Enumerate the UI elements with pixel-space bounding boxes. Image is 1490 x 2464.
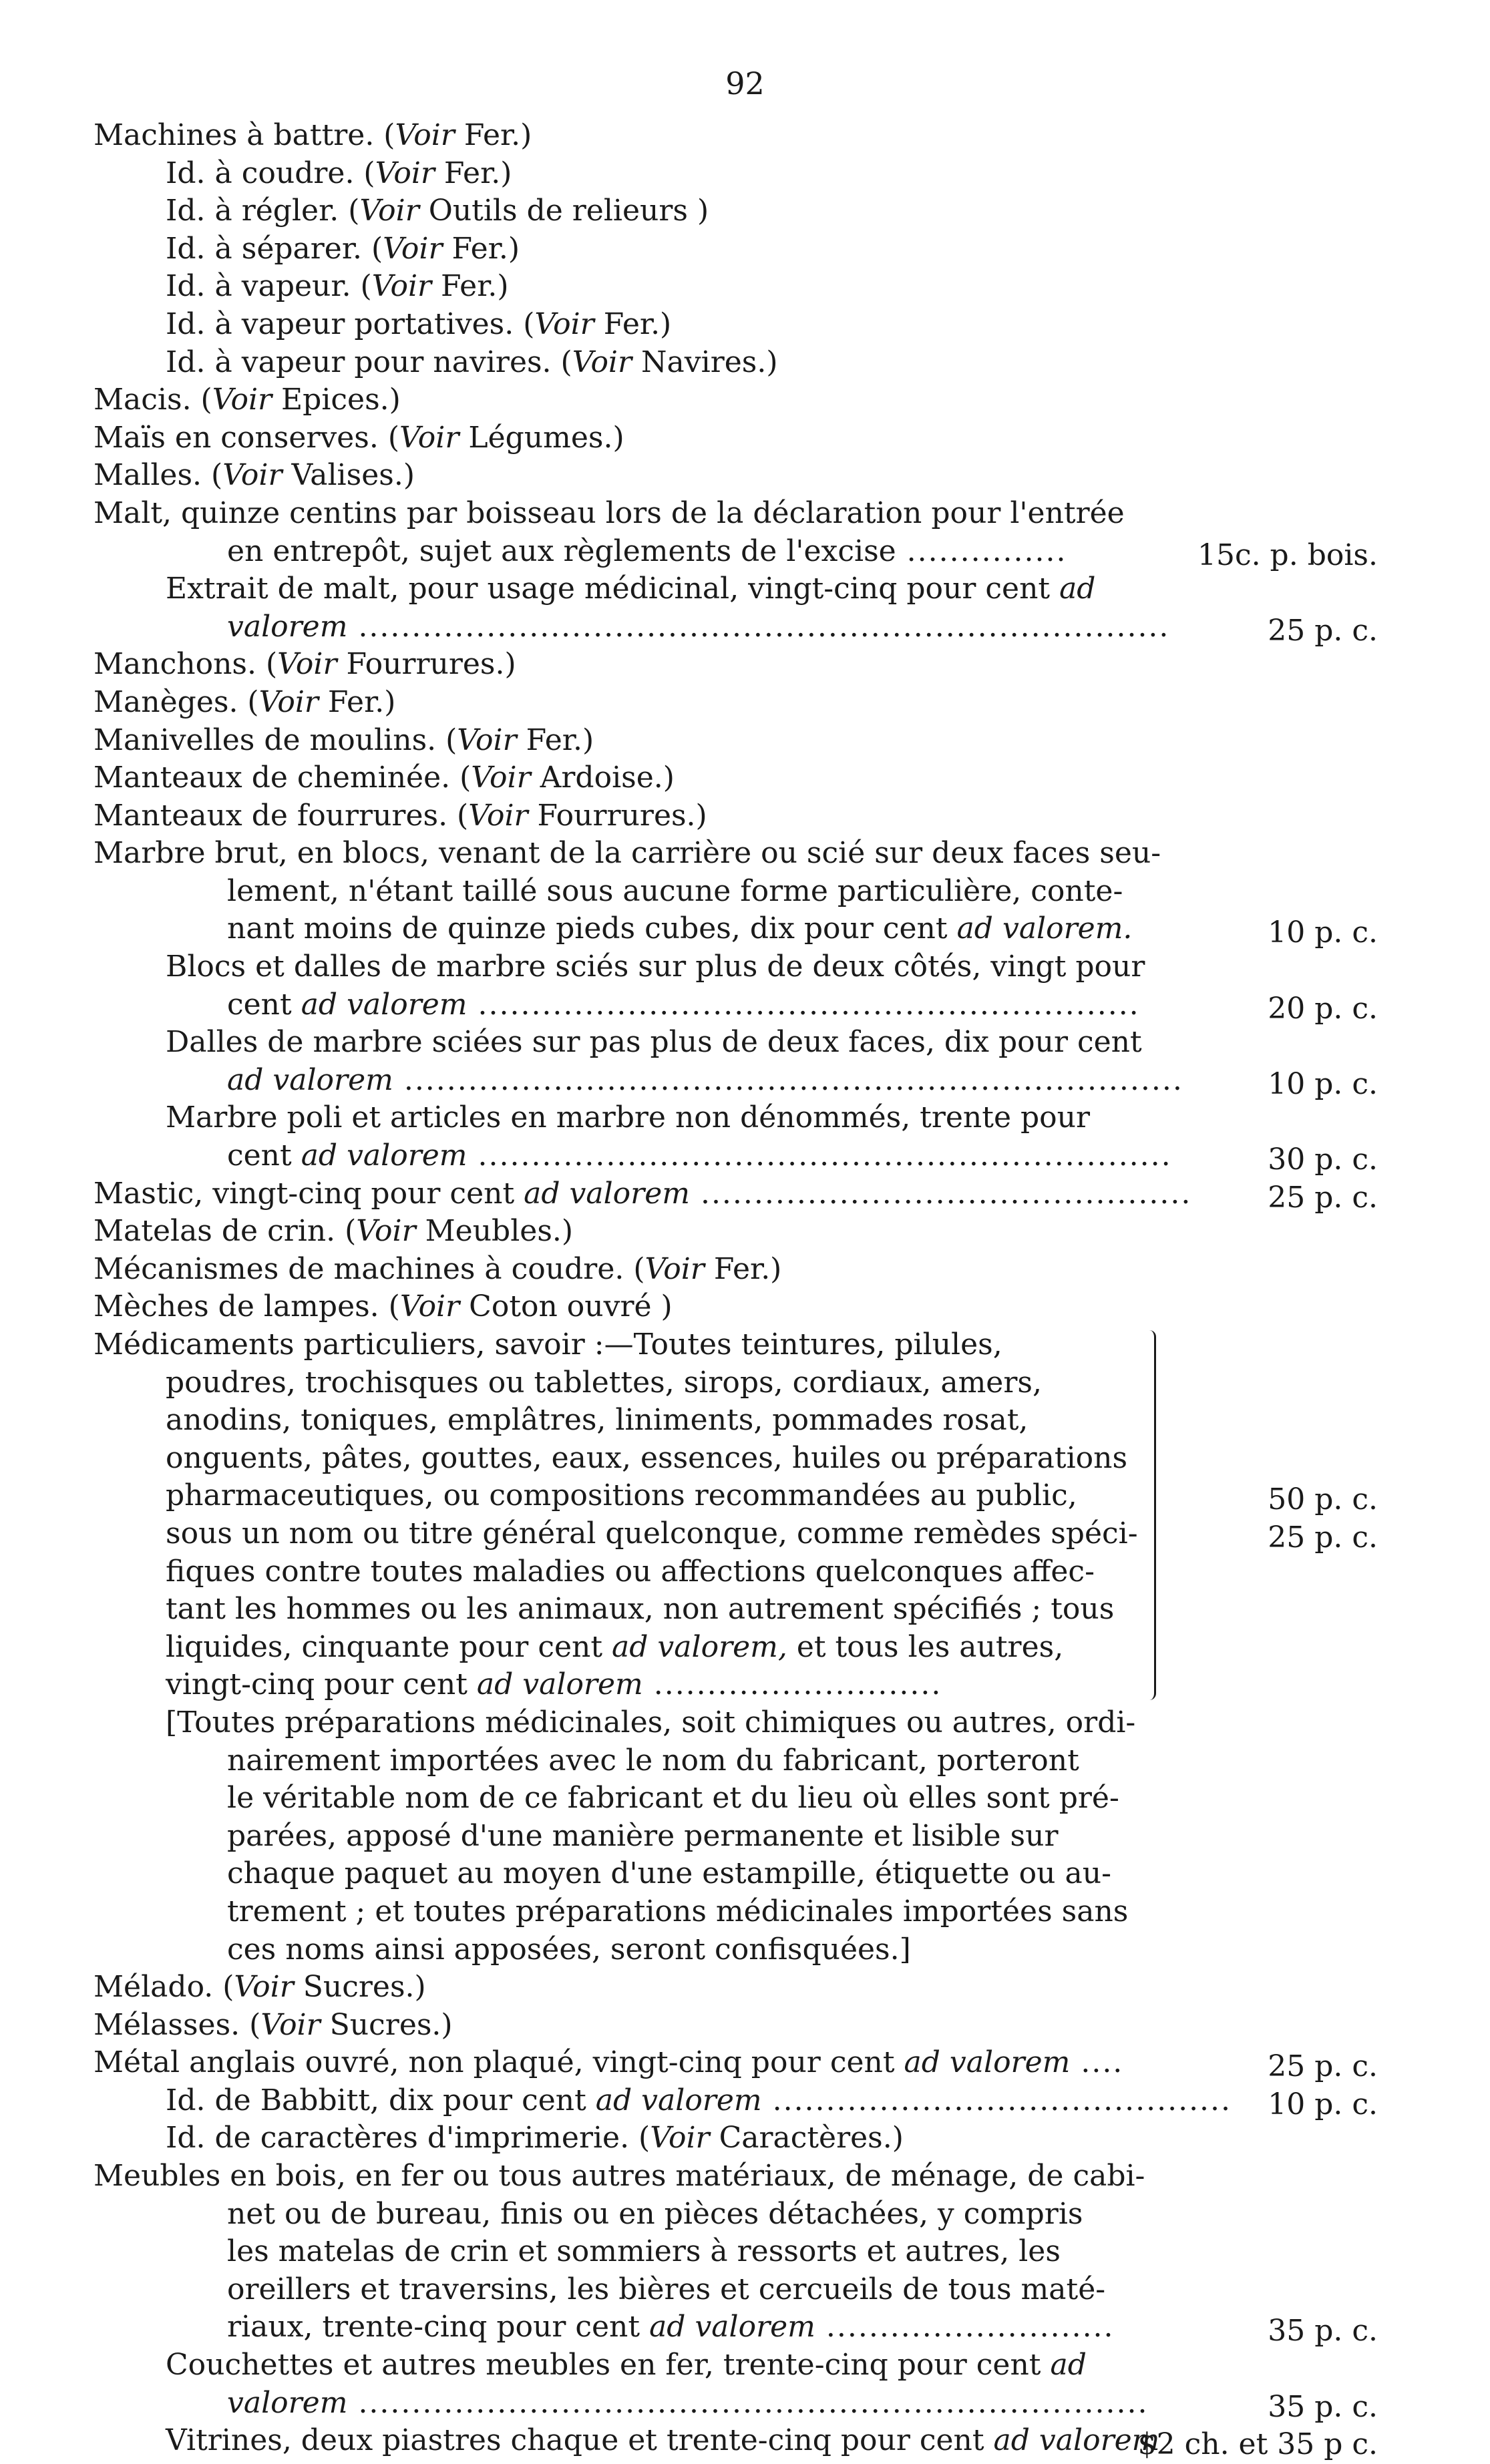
entry-text xyxy=(227,2308,1115,2346)
entry-text-part: Blocs et dalles de marbre sciés sur plus de deux côtés, vingt pour xyxy=(166,950,1145,984)
entry-line xyxy=(0,1402,1490,1440)
entry-text xyxy=(94,1251,781,1289)
entry-italic-text: ad valorem xyxy=(524,1176,690,1211)
entry-text-part: Maïs en conserves. ( xyxy=(94,420,400,455)
entry-line xyxy=(0,2158,1490,2196)
dot-leader: ............................................................................ xyxy=(347,609,1170,644)
entry-line xyxy=(0,1553,1490,1591)
entry-text xyxy=(94,1175,1191,1213)
entry-text xyxy=(94,419,624,457)
entry-text-part: Id. de Babbitt, dix pour cent xyxy=(166,2083,596,2117)
entry-text-part: Malt, quinze centins par boisseau lors de la déclaration pour l'entrée xyxy=(94,495,1125,530)
dot-leader: .......................................................................... xyxy=(347,2385,1149,2420)
entry-italic-text: Voir xyxy=(222,458,283,493)
entry-line xyxy=(0,1893,1490,1931)
entry-text-part: Fourrures.) xyxy=(528,798,707,833)
entry-line xyxy=(0,759,1490,797)
entry-text-part: [Toutes préparations médicinales, soit chimiques ou autres, ordi- xyxy=(166,1705,1136,1739)
entry-text-part: sous un nom ou titre général quelconque, comme remèdes spéci- xyxy=(166,1516,1138,1551)
entry-text-part: Manchons. ( xyxy=(94,647,278,682)
entry-italic-text: Voir xyxy=(258,684,319,719)
entry-text xyxy=(166,1591,1114,1629)
entry-text-part: Id. à vapeur pour navires. ( xyxy=(166,345,572,379)
entry-text xyxy=(227,2196,1083,2234)
duty-rate: 10 p. c. xyxy=(1268,915,1378,950)
entry-text xyxy=(94,646,516,684)
entry-line xyxy=(0,1666,1490,1704)
entry-italic-text: ad valorem xyxy=(476,1667,643,1702)
entry-text xyxy=(94,835,1161,873)
entry-text xyxy=(166,1440,1127,1478)
dot-leader: ................................................................. xyxy=(467,1139,1172,1173)
entry-text xyxy=(166,2082,1232,2120)
duty-rate: 10 p. c. xyxy=(1268,1066,1378,1101)
entry-text xyxy=(166,1704,1135,1742)
entry-text xyxy=(227,2385,1148,2423)
entry-text xyxy=(166,1553,1095,1591)
entry-italic-text: Voir xyxy=(277,647,337,682)
entry-text xyxy=(227,1855,1111,1893)
entry-text-part: Id. à coudre. ( xyxy=(166,156,375,190)
entry-text-part: liquides, cinquante pour cent xyxy=(166,1629,612,1664)
entry-text-part: Manteaux de cheminée. ( xyxy=(94,761,472,795)
entry-italic-text: valorem xyxy=(227,609,348,644)
entry-line xyxy=(0,2308,1490,2346)
entry-line xyxy=(0,1629,1490,1667)
entry-italic-text: Voir xyxy=(471,761,531,795)
entry-text-part: Epices.) xyxy=(272,383,401,417)
entry-text-part: Extrait de malt, pour usage médicinal, vingt-cinq pour cent xyxy=(166,572,1060,606)
entry-line xyxy=(0,1818,1490,1856)
entry-italic-text: ad valorem xyxy=(904,2045,1071,2080)
entry-line xyxy=(0,155,1490,193)
dot-leader: .... xyxy=(1070,2045,1124,2080)
entry-text-part: tant les hommes ou les animaux, non autrement spécifiés ; tous xyxy=(166,1592,1115,1627)
entry-line xyxy=(0,1251,1490,1289)
entry-text xyxy=(227,1062,1183,1100)
entry-text xyxy=(227,1780,1119,1818)
entry-text-part: Vitrines, deux piastres chaque et trente-cinq pour cent xyxy=(166,2423,994,2458)
entry-italic-text: Voir xyxy=(234,1970,294,2005)
entry-line xyxy=(0,1515,1490,1553)
entry-line xyxy=(0,1591,1490,1629)
entry-text-part: Id. à vapeur portatives. ( xyxy=(166,306,535,341)
entry-line xyxy=(0,1742,1490,1780)
entry-text-part: en entrepôt, sujet aux règlements de l'excise xyxy=(227,534,896,568)
entry-text-part: Fer.) xyxy=(434,156,512,190)
entry-text xyxy=(227,1137,1172,1175)
entry-line xyxy=(0,344,1490,382)
entry-text-part: Navires.) xyxy=(632,345,778,379)
entry-text xyxy=(166,306,671,344)
entry-italic-text: ad valorem xyxy=(227,1062,393,1097)
entry-text-part: onguents, pâtes, gouttes, eaux, essences, huiles ou préparations xyxy=(166,1440,1128,1475)
entry-text-part: Légumes.) xyxy=(459,420,624,455)
entry-text-part: parées, apposé d'une manière permanente et lisible sur xyxy=(227,1818,1059,1853)
entry-italic-text: Voir xyxy=(371,269,432,304)
entry-text-part: Sucres.) xyxy=(320,2007,453,2042)
dot-leader: .............................................................. xyxy=(467,987,1140,1022)
entry-italic-text: ad valorem xyxy=(301,1139,468,1173)
entry-text-part: Ardoise.) xyxy=(530,761,675,795)
entry-text-part: Médicaments particuliers, savoir :—Toutes teintures, pilules, xyxy=(94,1327,1002,1362)
entry-text-part: Meubles en bois, en fer ou tous autres matériaux, de ménage, de cabi- xyxy=(94,2159,1145,2194)
entry-line xyxy=(0,684,1490,722)
entry-text-part: Marbre poli et articles en marbre non dénommés, trente pour xyxy=(166,1100,1091,1135)
entry-text-part: ces noms ainsi apposées, seront confisquées.] xyxy=(227,1932,911,1967)
entry-text xyxy=(94,1213,573,1251)
entry-text xyxy=(166,268,509,306)
entry-text xyxy=(94,797,707,835)
entry-text xyxy=(227,2271,1105,2309)
entry-text xyxy=(94,381,401,419)
entry-text xyxy=(166,230,520,268)
entry-text xyxy=(166,155,512,193)
entry-line xyxy=(0,608,1490,646)
entry-line xyxy=(0,1969,1490,2007)
entry-text xyxy=(166,1099,1090,1137)
duty-rate: 20 p. c. xyxy=(1268,991,1378,1026)
entry-text xyxy=(94,722,594,760)
entry-italic-text: Voir xyxy=(260,2007,321,2042)
entry-text-part: Meubles.) xyxy=(415,1214,574,1249)
entry-line xyxy=(0,2346,1490,2385)
entry-italic-text: Voir xyxy=(212,383,272,417)
entry-italic-text: Voir xyxy=(534,306,594,341)
entry-line xyxy=(0,1213,1490,1251)
dot-leader: ........................... xyxy=(815,2310,1115,2344)
entry-text-part: pharmaceutiques, ou compositions recommandées au public, xyxy=(166,1478,1077,1513)
entry-line xyxy=(0,419,1490,457)
entry-italic-text: Voir xyxy=(457,723,517,757)
entry-line xyxy=(0,533,1490,571)
entry-text-part: Id. à régler. ( xyxy=(166,194,360,228)
entry-text-part: riaux, trente-cinq pour cent xyxy=(227,2310,650,2344)
entry-italic-text: valorem xyxy=(227,2385,348,2420)
entry-text xyxy=(166,570,1095,608)
dot-leader: .............................................. xyxy=(689,1176,1192,1211)
entry-text-part: anodins, toniques, emplâtres, liniments, pommades rosat, xyxy=(166,1403,1029,1438)
entry-text-part: Fer.) xyxy=(516,723,594,757)
entry-text xyxy=(166,1666,942,1704)
entry-line xyxy=(0,797,1490,835)
entry-text xyxy=(227,873,1123,911)
entry-text-part: Fer.) xyxy=(318,684,396,719)
entry-text-part: Id. à séparer. ( xyxy=(166,231,383,266)
entry-line xyxy=(0,1288,1490,1326)
entry-text xyxy=(166,1024,1142,1062)
entry-text-part: Macis. ( xyxy=(94,383,212,417)
entry-text xyxy=(227,1931,911,1969)
entry-text-part: Manèges. ( xyxy=(94,684,259,719)
entry-text-part: oreillers et traversins, les bières et cercueils de tous maté- xyxy=(227,2272,1106,2306)
entry-text xyxy=(166,2422,1159,2460)
entry-line xyxy=(0,268,1490,306)
entry-text-part: Mécanismes de machines à coudre. ( xyxy=(94,1251,645,1286)
entry-text xyxy=(166,948,1145,986)
entry-line xyxy=(0,1364,1490,1402)
entry-line xyxy=(0,2385,1490,2423)
entry-text xyxy=(166,1364,1042,1402)
entry-text-part: Malles. ( xyxy=(94,458,223,493)
entry-line xyxy=(0,2196,1490,2234)
entry-text-part: Id. de caractères d'imprimerie. ( xyxy=(166,2121,650,2155)
entry-text xyxy=(227,2233,1061,2271)
entry-line xyxy=(0,1175,1490,1213)
entry-text-part: Mélado. ( xyxy=(94,1970,234,2005)
tariff-entries xyxy=(0,117,1490,2460)
duty-rate: 25 p. c. xyxy=(1268,613,1378,648)
entry-line xyxy=(0,2271,1490,2309)
entry-italic-text: ad xyxy=(1059,572,1096,606)
entry-text xyxy=(166,2119,904,2158)
entry-line xyxy=(0,2082,1490,2120)
dot-leader: ............... xyxy=(896,534,1067,568)
entry-text-part: poudres, trochisques ou tablettes, sirops, cordiaux, amers, xyxy=(166,1365,1042,1400)
entry-text xyxy=(94,1288,673,1326)
entry-text-part: Fer.) xyxy=(594,306,672,341)
entry-italic-text: Voir xyxy=(395,118,455,152)
entry-line xyxy=(0,1477,1490,1515)
duty-rate: 25 p. c. xyxy=(1268,1180,1378,1215)
entry-text xyxy=(227,910,1132,948)
entry-text-part: lement, n'étant taillé sous aucune forme particulière, conte- xyxy=(227,873,1123,908)
entry-text-part: Dalles de marbre sciées sur pas plus de deux faces, dix pour cent xyxy=(166,1025,1142,1060)
entry-text xyxy=(94,759,675,797)
entry-line xyxy=(0,381,1490,419)
entry-line xyxy=(0,1440,1490,1478)
entry-text xyxy=(227,986,1140,1024)
entry-italic-text: Voir xyxy=(572,345,632,379)
entry-italic-text: ad valorem xyxy=(993,2423,1160,2458)
entry-text xyxy=(94,684,395,722)
entry-text-part: le véritable nom de ce fabricant et du lieu où elles sont pré- xyxy=(227,1781,1119,1816)
entry-text-part: chaque paquet au moyen d'une estampille, étiquette ou au- xyxy=(227,1856,1111,1891)
entry-text xyxy=(94,2158,1145,2196)
entry-line xyxy=(0,1024,1490,1062)
entry-text-part: Caractères.) xyxy=(709,2121,904,2155)
entry-text xyxy=(227,1742,1079,1780)
entry-line xyxy=(0,1780,1490,1818)
entry-line xyxy=(0,1931,1490,1969)
duty-rate: 30 p. c. xyxy=(1268,1143,1378,1177)
entry-text-part: les matelas de crin et sommiers à ressorts et autres, les xyxy=(227,2234,1061,2269)
page-number: 92 xyxy=(725,65,765,101)
entry-text-part: cent xyxy=(227,1139,301,1173)
entry-text xyxy=(227,608,1169,646)
entry-line xyxy=(0,306,1490,344)
duty-rate: 15c. p. bois. xyxy=(1197,538,1378,572)
entry-text-part: Coton ouvré ) xyxy=(459,1289,673,1324)
entry-line xyxy=(0,192,1490,230)
entry-text-part: Valises.) xyxy=(282,458,415,493)
entry-text-part: nant moins de quinze pieds cubes, dix pour cent xyxy=(227,911,957,946)
entry-italic-text: ad valorem, xyxy=(612,1629,787,1664)
duty-rate: 25 p. c. xyxy=(1268,2049,1378,2084)
entry-italic-text: ad valorem xyxy=(301,987,468,1022)
entry-text-part: Mèches de lampes. ( xyxy=(94,1289,400,1324)
entry-line xyxy=(0,2119,1490,2158)
entry-text xyxy=(94,117,532,155)
entry-line xyxy=(0,1855,1490,1893)
entry-italic-text: ad valorem. xyxy=(956,911,1133,946)
entry-line xyxy=(0,1099,1490,1137)
entry-text-part: Fer.) xyxy=(442,231,520,266)
duty-rate: 50 p. c. xyxy=(1268,1482,1378,1517)
entry-text-part: Marbre brut, en blocs, venant de la carrière ou scié sur deux faces seu- xyxy=(94,836,1161,871)
entry-italic-text: Voir xyxy=(468,798,528,833)
entry-text-part: Fer.) xyxy=(431,269,509,304)
entry-italic-text: Voir xyxy=(644,1251,705,1286)
grouping-brace xyxy=(1145,1330,1156,1700)
entry-text-part: Manteaux de fourrures. ( xyxy=(94,798,469,833)
entry-text-part: Id. à vapeur. ( xyxy=(166,269,372,304)
entry-line xyxy=(0,457,1490,495)
entry-line xyxy=(0,910,1490,948)
dot-leader: ......................................................................... xyxy=(393,1062,1183,1097)
entry-text-part: Matelas de crin. ( xyxy=(94,1214,357,1249)
entry-text-part: Mélasses. ( xyxy=(94,2007,261,2042)
entry-line xyxy=(0,117,1490,155)
duty-rate: 10 p. c. xyxy=(1268,2087,1378,2121)
entry-line xyxy=(0,495,1490,533)
duty-rate: 25 p. c. xyxy=(1268,1520,1378,1555)
entry-text-part: et tous les autres, xyxy=(787,1629,1064,1664)
entry-italic-text: Voir xyxy=(383,231,443,266)
entry-line xyxy=(0,570,1490,608)
entry-italic-text: Voir xyxy=(399,420,459,455)
entry-text-part: Sucres.) xyxy=(293,1970,426,2005)
entry-text xyxy=(166,1402,1028,1440)
entry-line xyxy=(0,646,1490,684)
entry-line xyxy=(0,948,1490,986)
entry-italic-text: Voir xyxy=(375,156,435,190)
entry-line xyxy=(0,2422,1490,2460)
entry-text-part: trement ; et toutes préparations médicinales importées sans xyxy=(227,1894,1129,1928)
entry-text xyxy=(227,1818,1058,1856)
entry-text-part: net ou de bureau, finis ou en pièces détachées, y compris xyxy=(227,2196,1083,2231)
entry-italic-text: Voir xyxy=(399,1289,460,1324)
entry-text xyxy=(227,1893,1128,1931)
entry-italic-text: ad valorem xyxy=(595,2083,762,2117)
entry-line xyxy=(0,835,1490,873)
entry-text-part: nairement importées avec le nom du fabricant, porteront xyxy=(227,1743,1079,1778)
entry-text-part: Fer.) xyxy=(454,118,532,152)
entry-text xyxy=(94,2044,1123,2082)
entry-text-part: vingt-cinq pour cent xyxy=(166,1667,477,1702)
entry-text xyxy=(94,495,1125,533)
entry-italic-text: Voir xyxy=(359,194,419,228)
entry-line xyxy=(0,2233,1490,2271)
entry-text-part: cent xyxy=(227,987,301,1022)
entry-text-part: fiques contre toutes maladies ou affections quelconques affec- xyxy=(166,1554,1095,1589)
entry-text xyxy=(94,457,415,495)
entry-italic-text: ad valorem xyxy=(649,2310,815,2344)
entry-line xyxy=(0,230,1490,268)
entry-line xyxy=(0,1704,1490,1742)
entry-italic-text: Voir xyxy=(356,1214,416,1249)
duty-rate: $2 ch. et 35 p c. xyxy=(1137,2427,1378,2462)
entry-text xyxy=(166,1477,1077,1515)
dot-leader: ........................................... xyxy=(761,2083,1232,2117)
entry-text-part: Outils de relieurs ) xyxy=(419,194,709,228)
entry-text-part: Couchettes et autres meubles en fer, trente-cinq pour cent xyxy=(166,2348,1051,2383)
entry-text xyxy=(94,1969,426,2007)
duty-rate: 35 p. c. xyxy=(1268,2389,1378,2424)
entry-line xyxy=(0,873,1490,911)
entry-text xyxy=(166,2346,1087,2385)
entry-text-part: Fourrures.) xyxy=(337,647,516,682)
entry-text-part: Métal anglais ouvré, non plaqué, vingt-cinq pour cent xyxy=(94,2045,904,2080)
dot-leader: ........................... xyxy=(642,1667,942,1702)
entry-text xyxy=(166,1515,1138,1553)
entry-line xyxy=(0,1137,1490,1175)
entry-text-part: Mastic, vingt-cinq pour cent xyxy=(94,1176,524,1211)
entry-line xyxy=(0,2007,1490,2045)
entry-text xyxy=(94,1326,1002,1364)
entry-text xyxy=(94,2007,453,2045)
entry-text xyxy=(227,533,1067,571)
entry-text-part: Machines à battre. ( xyxy=(94,118,395,152)
entry-text-part: Fer.) xyxy=(704,1251,782,1286)
entry-text xyxy=(166,1629,1063,1667)
entry-line xyxy=(0,1326,1490,1364)
duty-rate: 35 p. c. xyxy=(1268,2314,1378,2348)
entry-italic-text: Voir xyxy=(650,2121,710,2155)
entry-line xyxy=(0,986,1490,1024)
entry-text xyxy=(166,192,709,230)
entry-line xyxy=(0,2044,1490,2082)
entry-line xyxy=(0,722,1490,760)
entry-text-part: Manivelles de moulins. ( xyxy=(94,723,457,757)
entry-italic-text: ad xyxy=(1050,2348,1087,2383)
entry-text xyxy=(166,344,778,382)
entry-line xyxy=(0,1062,1490,1100)
